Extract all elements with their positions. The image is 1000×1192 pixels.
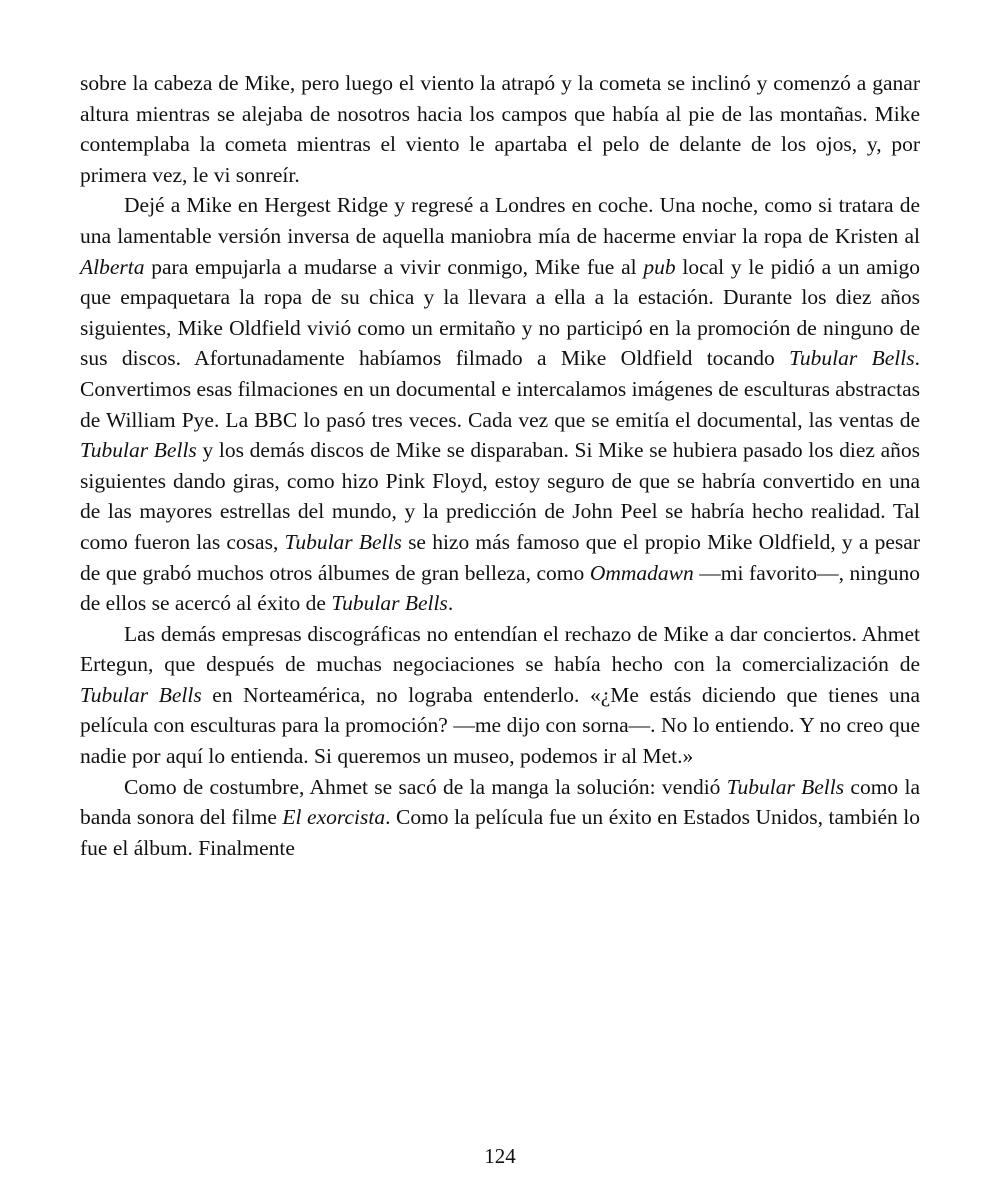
paragraph	[80, 68, 920, 190]
text-run: para empujarla a mudarse a vivir conmigo, Mike fue al	[144, 254, 644, 279]
text-run: Las demás empresas discográficas no entendían el rechazo de Mike a dar conciertos. Ahmet Ertegun, que después de muchas negociaciones se había hecho con la comercialización de	[80, 621, 920, 677]
text-run: Dejé a Mike en Hergest Ridge y regresé a Londres en coche. Una noche, como si tratara de una lamentable versión inversa de aquella maniobra mía de hacerme enviar la ropa de Kristen al	[80, 193, 920, 248]
text-run: .	[447, 591, 454, 616]
text-run: como la banda sonora del filme	[80, 774, 920, 830]
body-text-column	[80, 68, 920, 863]
italic-title: Ommadawn	[589, 560, 694, 585]
text-run: y los demás discos de Mike se disparaban. Si Mike se hubiera pasado los diez años siguientes dando giras, como hizo Pink Floyd, estoy seguro de que se habría convertido en una de las mayores estrellas del mundo, y la predicción de John Peel se habría hecho realidad. Tal como fueron las cosas,	[80, 438, 921, 554]
text-run: Como de costumbre, Ahmet se sacó de la manga la solución: vendió	[124, 774, 727, 799]
paragraph	[80, 619, 920, 772]
text-run: se hizo más famoso que el propio Mike Oldfield, y a pesar de que grabó muchos otros álbumes de gran belleza, como	[80, 529, 920, 585]
text-run: en Norteamérica, no lograba entenderlo. «¿Me estás diciendo que tienes una película con esculturas para la promoción? —me dijo con sorna—. No lo entiendo. Y no creo que nadie por aquí lo entienda. Si queremos un museo, podemos ir al Met.»	[80, 682, 920, 769]
text-run: local y le pidió a un amigo que empaquetara la ropa de su chica y la llevara a ella a la estación. Durante los diez años siguientes, Mike Oldfield vivió como un ermitaño y no participó en la promoción de ninguno de sus discos. Afortunadamente habíamos filmado a Mike Oldfield tocando	[80, 254, 920, 371]
text-run: . Convertimos esas filmaciones en un documental e intercalamos imágenes de esculturas abstractas de William Pye. La BBC lo pasó tres veces. Cada vez que se emitía el documental, las ventas de	[80, 346, 921, 432]
italic-title: Tubular Bells	[80, 682, 202, 707]
text-run: sobre la cabeza de Mike, pero luego el viento la atrapó y la cometa se inclinó y comenzó a ganar altura mientras se alejaba de nosotros hacia los campos que había al pie de las montañas. Mike contemplaba la cometa mientras el viento le apartaba el pelo de delante de los ojos, y, por primera vez, le vi sonreír.	[80, 71, 920, 187]
italic-title: Tubular Bells	[80, 438, 197, 463]
italic-title: Tubular Bells	[726, 774, 845, 799]
italic-title: pub	[643, 254, 676, 279]
paragraph	[80, 190, 920, 618]
italic-title: Tubular Bells	[284, 529, 402, 554]
italic-title: El exorcista	[282, 805, 386, 830]
italic-title: Alberta	[80, 254, 145, 279]
italic-title: Tubular Bells	[331, 591, 448, 616]
italic-title: Tubular Bells	[789, 346, 915, 371]
paragraph	[80, 772, 920, 864]
text-run: —mi favorito—, ninguno de ellos se acercó al éxito de	[80, 560, 921, 616]
page-number: 124	[484, 1144, 516, 1168]
text-run: . Como la película fue un éxito en Estados Unidos, también lo fue el álbum. Finalmente	[80, 805, 921, 860]
